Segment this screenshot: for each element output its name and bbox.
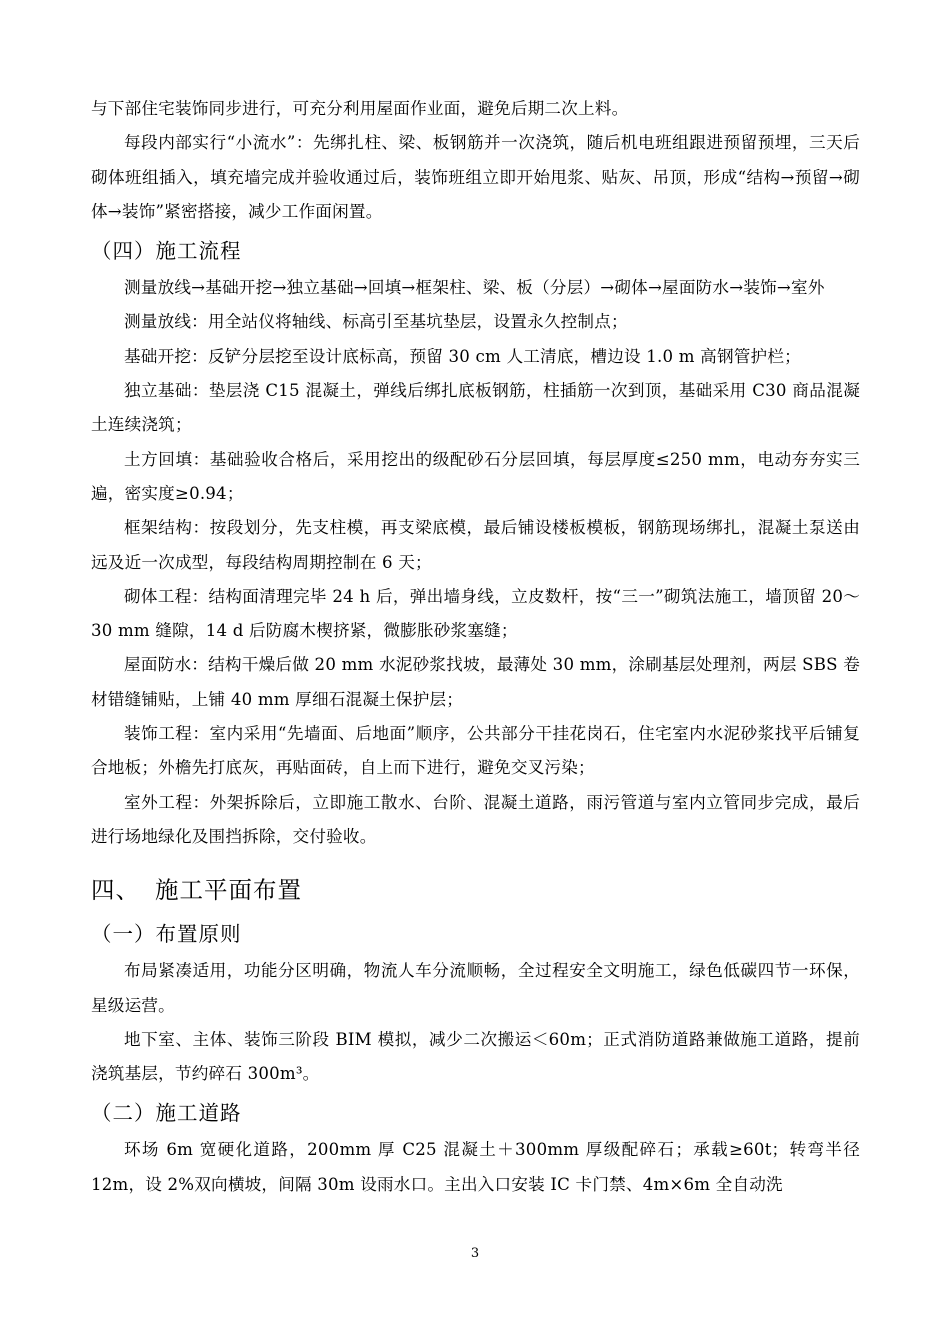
heading-layout-principles: （一）布置原则 xyxy=(91,922,242,947)
paragraph-exterior: 室外工程：外架拆除后，立即施工散水、台阶、混凝土道路，雨污管道与室内立管同步完成，最后进行场地绿化及围挡拆除，交付验收。 xyxy=(91,792,860,846)
paragraph-masonry: 砌体工程：结构面清理完毕 24 h 后，弹出墙身线，立皮数杆，按“三一”砌筑法施工，墙顶留 20～30 mm 缝隙，14 d 后防腐木楔挤紧，微膨胀砂浆塞缝； xyxy=(91,586,860,641)
section-title: 施工平面布置 xyxy=(155,876,302,905)
paragraph-decoration: 装饰工程：室内采用“先墙面、后地面”顺序，公共部分干挂花岗石，住宅室内水泥砂浆找平后铺复合地板；外檐先打底灰，再贴面砖，自上而下进行，避免交叉污染； xyxy=(91,724,860,778)
paragraph-roof-waterproofing: 屋面防水：结构干燥后做 20 mm 水泥砂浆找坡，最薄处 30 mm，涂刷基层处理剂，两层 SBS 卷材错缝铺贴，上铺 40 mm 厚细石混凝土保护层； xyxy=(91,655,860,709)
heading-construction-road: （二）施工道路 xyxy=(91,1101,242,1126)
page-content xyxy=(91,92,860,1202)
section-heading-site-layout xyxy=(91,868,860,912)
heading-construction-flow: （四）施工流程 xyxy=(91,239,242,264)
paragraph-continued: 与下部住宅装饰同步进行，可充分利用屋面作业面，避免后期二次上料。 xyxy=(91,99,629,118)
paragraph-survey: 测量放线：用全站仪将轴线、标高引至基坑垫层，设置永久控制点； xyxy=(124,312,628,332)
paragraph-frame: 框架结构：按段划分，先支柱模，再支梁底模，最后铺设楼板模板，钢筋现场绑扎，混凝土泵送由远及近一次成型，每段结构周期控制在 6 天； xyxy=(91,518,860,572)
paragraph-road: 环场 6m 宽硬化道路，200mm 厚 C25 混凝土＋300mm 厚级配碎石；承载≥60t；转弯半径 12m，设 2%双向横坡，间隔 30m 设雨水口。主出入口安装 IC 卡门禁、4m×6m 全自动洗 xyxy=(91,1140,860,1194)
paragraph-excavation: 基础开挖：反铲分层挖至设计底标高，预留 30 cm 人工清底，槽边设 1.0 m 高钢管护栏； xyxy=(124,346,801,366)
paragraph-layout-principle: 布局紧凑适用，功能分区明确，物流人车分流顺畅，全过程安全文明施工，绿色低碳四节一环保，星级运营。 xyxy=(91,961,860,1015)
paragraph-small-flow: 每段内部实行“小流水”：先绑扎柱、梁、板钢筋并一次浇筑，随后机电班组跟进预留预埋，三天后砌体班组插入，填充墙完成并验收通过后，装饰班组立即开始甩浆、贴灰、吊顶，形成“结构→预留→砌体→装饰”紧密搭接，减少工作面闲置。 xyxy=(91,133,860,221)
paragraph-foundation: 独立基础：垫层浇 C15 混凝土，弹线后绑扎底板钢筋，柱插筋一次到顶，基础采用 C30 商品混凝土连续浇筑； xyxy=(91,381,860,435)
paragraph-backfill: 土方回填：基础验收合格后，采用挖出的级配砂石分层回填，每层厚度≤250 mm，电动夯夯实三遍，密实度≥0.94； xyxy=(91,449,860,503)
section-number: 四、 xyxy=(91,876,140,905)
paragraph-bim-simulation: 地下室、主体、装饰三阶段 BIM 模拟，减少二次搬运＜60m；正式消防道路兼做施工道路，提前浇筑基层，节约碎石 300m³。 xyxy=(91,1029,860,1084)
paragraph-flow-sequence: 测量放线→基础开挖→独立基础→回填→框架柱、梁、板（分层）→砌体→屋面防水→装饰→室外 xyxy=(124,278,825,298)
page-number: 3 xyxy=(470,1246,480,1261)
